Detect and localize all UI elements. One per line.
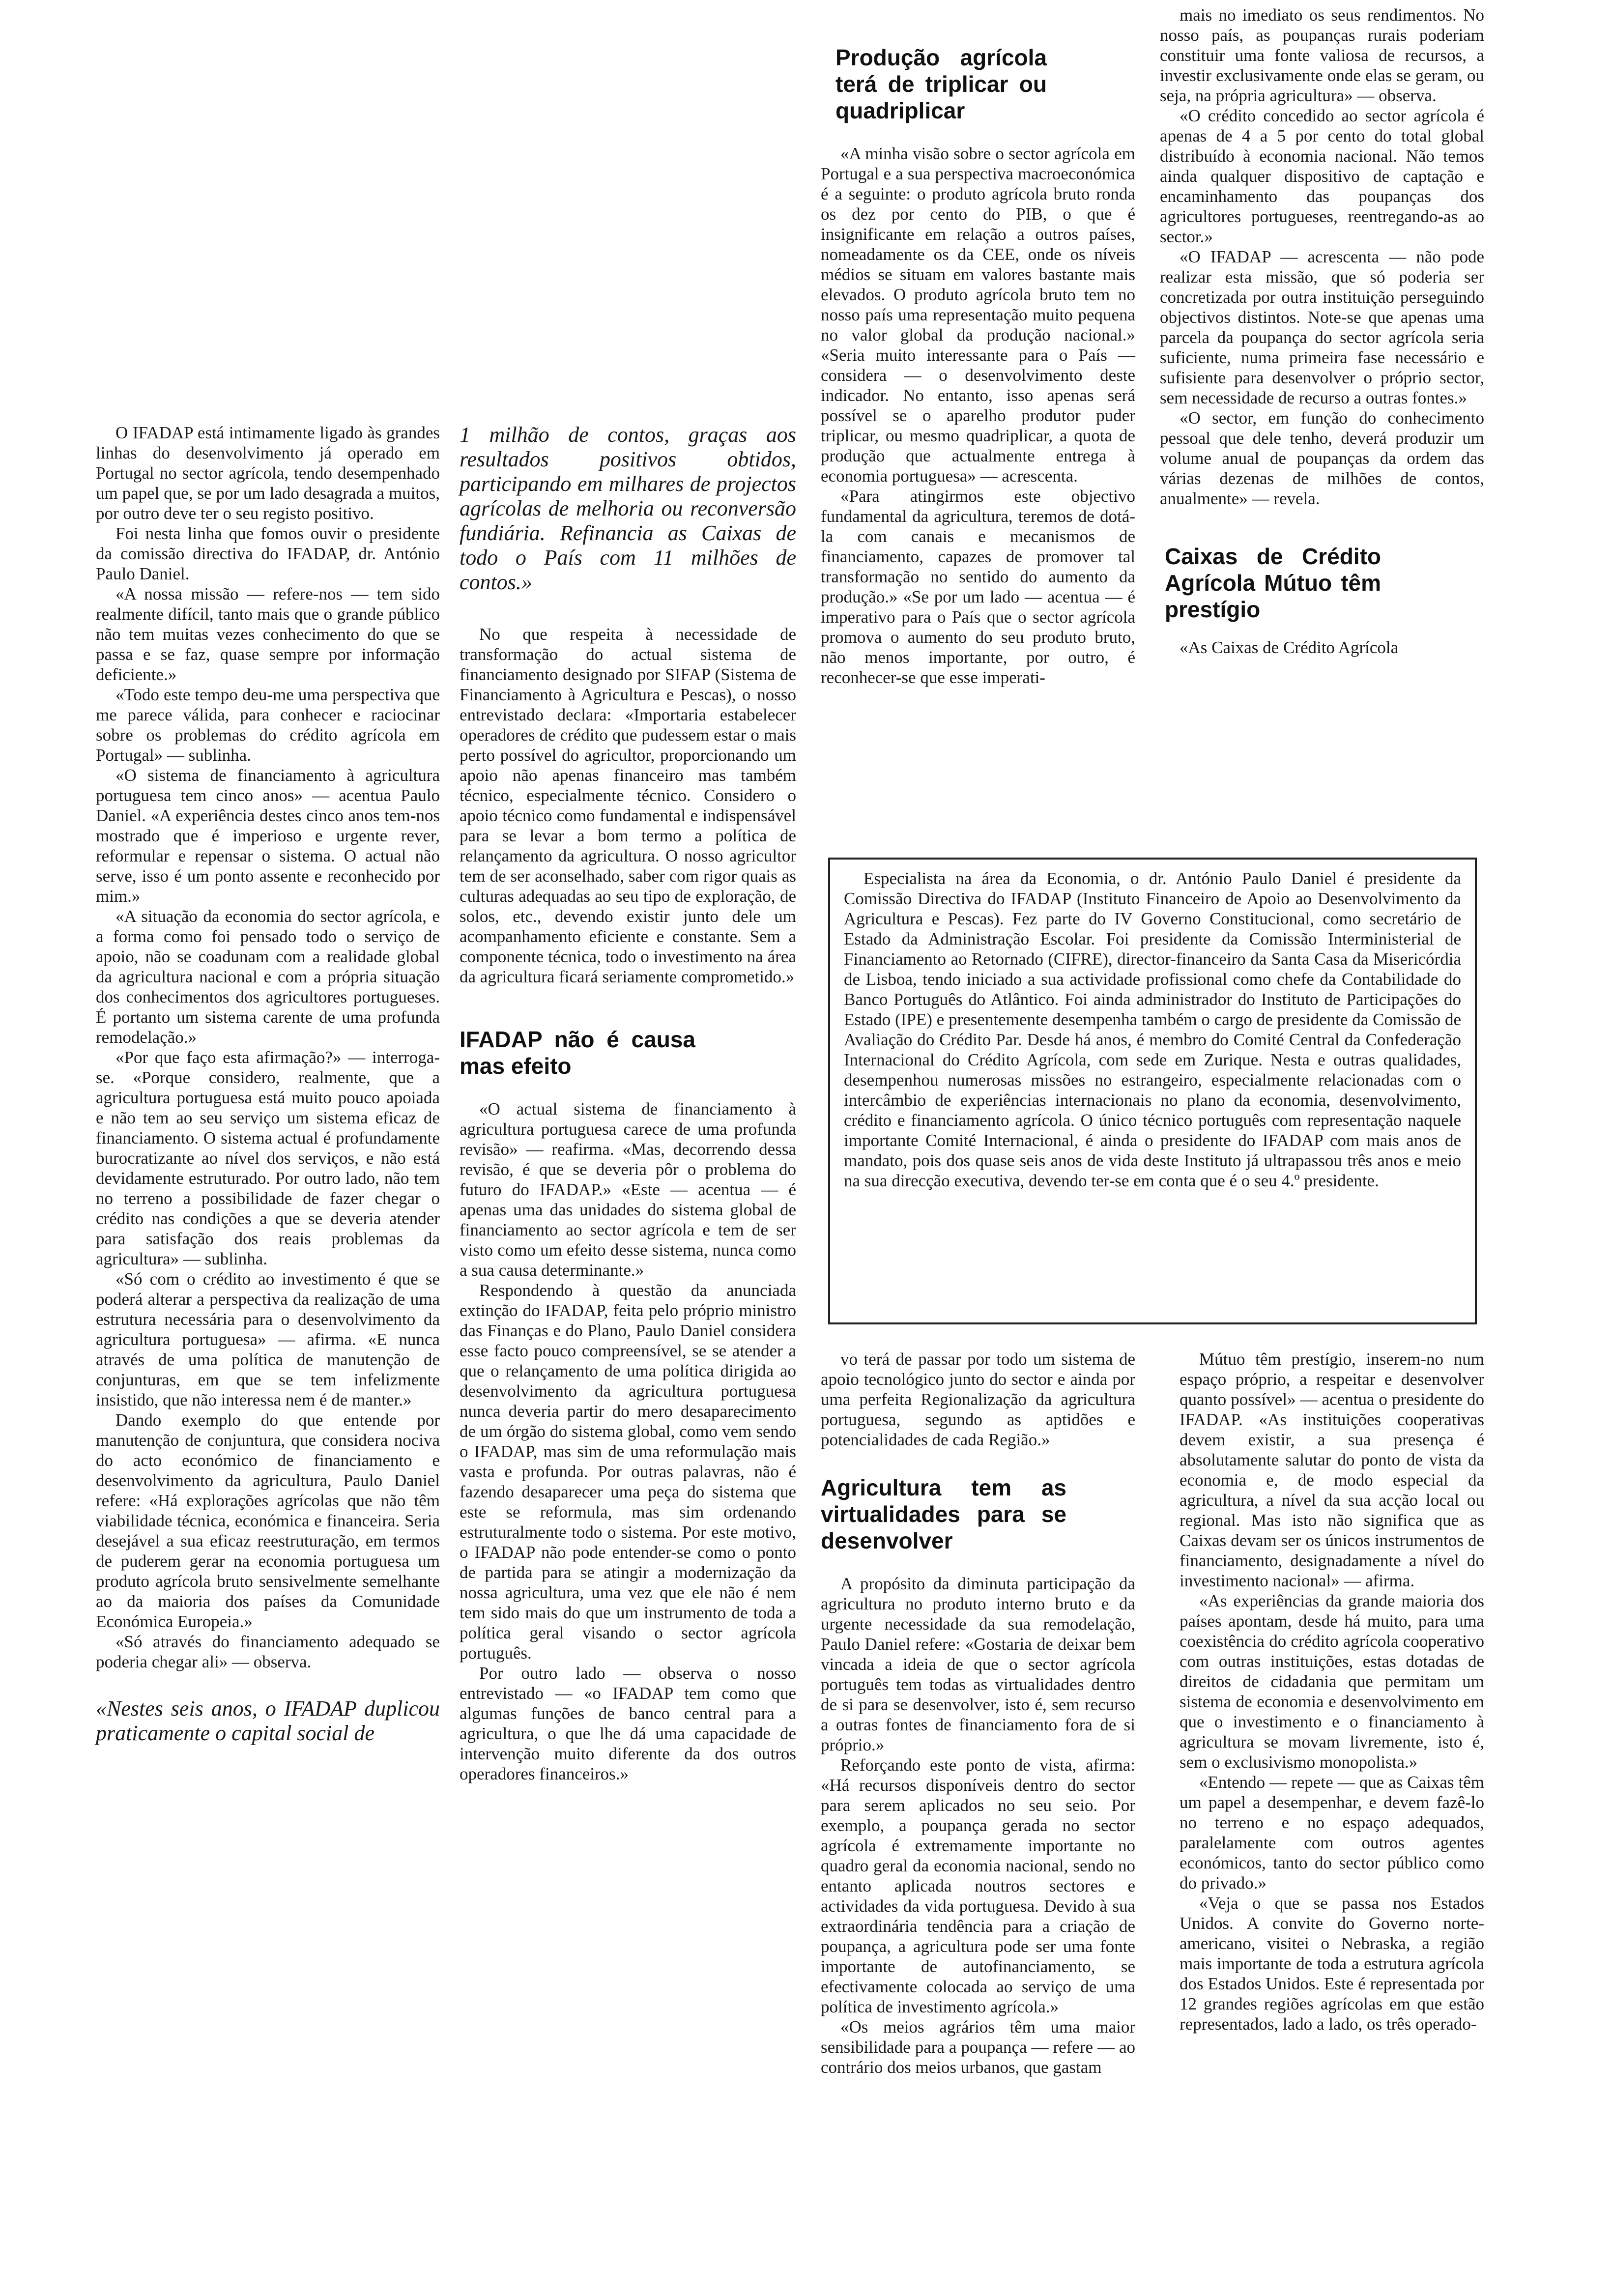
paragraph: Reforçando este ponto de vista, afirma: «Há recursos disponíveis dentro do sector para serem aplicados no seu seio. Por exemplo, a poupança gerada no sector agrícola é extremamente importante no quadro geral da economia nacional, sendo no entanto aplicada noutros sectores e actividades da vida portuguesa. Devido à sua extraordinária tendência para a criação de poupança, a agricultura pode ser uma fonte importante de autofinanciamento, se efectivamente colocada ao serviço de uma política de investimento agrícola.» [821, 1755, 1135, 2016]
paragraph: «O sistema de financiamento à agricultura portuguesa tem cinco anos» — acentua Paulo Daniel. «A experiência destes cinco anos tem-nos mostrado que é imperioso e urgente rever, reformular e repensar o sistema. O actual não serve, isso é um ponto assente e reconhecido por mim.» [96, 766, 440, 906]
col4-body-a [1160, 5, 1484, 509]
paragraph: «O crédito concedido ao sector agrícola é apenas de 4 a 5 por cento do total global distribuído à economia nacional. Não temos ainda qualquer dispositivo de captação e encaminhamento das poupanças dos agricultores portugueses, reentregando-as ao sector.» [1160, 106, 1484, 246]
paragraph: Respondendo à questão da anunciada extinção do IFADAP, feita pelo próprio ministro das Finanças e do Plano, Paulo Daniel considera esse facto pouco compreensível, se se atender a que o relançamento de uma política dirigida ao desenvolvimento da agricultura portuguesa nunca deveria partir do mero desaparecimento de um órgão do sistema global, como vem sendo o IFADAP, mas sim de uma reformulação mais vasta e profunda. Por outras palavras, não é fazendo desaparecer uma peça do sistema que este se reformula, mas sim ordenando estruturalmente todo o sistema. Por este motivo, o IFADAP não pode entender-se como o ponto de partida para se atingir a modernização da nossa agricultura, uma vez que ele não é nem tem sido mais do que um instrumento de toda a política geral visando o sector agrícola português. [460, 1281, 796, 1663]
paragraph: «Para atingirmos este objectivo fundamental da agricultura, teremos de dotá-la com canais e mecanismos de financiamento, capazes de promover tal transformação no sentido do aumento da produção.» «Se por um lado — acentua — é imperativo para o País que o sector agrícola promova o aumento do seu produto bruto, não menos importante, por outro, é reconhecer-se que esse imperati- [821, 487, 1135, 687]
bio-text: Especialista na área da Economia, o dr. António Paulo Daniel é presidente da Comissão Directiva do IFADAP (Instituto Financeiro de Apoio ao Desenvolvimento da Agricultura e Pescas). Fez parte do IV Governo Constitucional, como secretário de Estado da Administração Escolar. Foi presidente da Comissão Interministerial de Financiamento ao Retornado (CIFRE), director-financeiro da Santa Casa da Misericórdia de Lisboa, tendo iniciado a sua actividade profissional como chefe da Contabilidade do Banco Português do Atlântico. Foi ainda administrador do Instituto de Participações do Estado (IPE) e presentemente desempenha também o cargo de presidente da Comissão de Avaliação do Crédito Par. Desde há anos, é membro do Comité Central da Confederação Internacional do Crédito Agrícola, com sede em Zurique. Nesta e outras qualidades, desempenhou numerosas missões no estrangeiro, especialmente relacionadas com o intercâmbio de experiências internacionais no plano da economia, desenvolvimento, crédito e financiamento agrícola. O único técnico português com representação naquele importante Comité Internacional, é ainda o presidente do IFADAP com mais anos de mandato, pois dos quase seis anos de vida deste Instituto já ultrapassou três anos e meio na sua direcção executiva, devendo ter-se em conta que é o seu 4.º presidente. [844, 869, 1461, 1190]
paragraph: «As Caixas de Crédito Agrícola [1180, 638, 1399, 657]
paragraph: «Por que faço esta afirmação?» — interroga-se. «Porque considero, realmente, que a agricultura portuguesa está muito pouco apoiada e não tem ao seu serviço um sistema eficaz de financiamento. O sistema actual é profundamente burocratizante ao nível dos serviços, e não está devidamente estruturado. Por outro lado, não tem no terreno a possibilidade de fazer chegar o crédito nas condições a que se deveria atender para satisfação dos reais problemas da agricultura» — sublinha. [96, 1048, 440, 1268]
col2-body-a [460, 624, 796, 987]
heading-ifadap: IFADAP não é causa mas efeito [460, 1027, 695, 1079]
bio-box [828, 858, 1477, 1324]
heading-agricultura: Agricultura tem as virtualidades para se desenvolver [821, 1475, 1066, 1553]
col3-body-c [821, 1574, 1135, 2077]
paragraph: «As experiências da grande maioria dos países apontam, desde há muito, para uma coexistência do crédito agrícola cooperativo com outras instituições, estas dotadas de direitos de cidadania que permitam um sistema de economia e desenvolvimento em que o investimento e o financiamento à agricultura se movam livremente, isto é, sem o exclusivismo monopolista.» [1180, 1591, 1484, 1772]
paragraph: «Só através do financiamento adequado se poderia chegar ali» — observa. [96, 1632, 440, 1671]
column-4-top [1160, 5, 1484, 658]
col4-body-c [1180, 1349, 1484, 2034]
pull-quote: «Nestes seis anos, o IFADAP duplicou praticamente o capital social de [96, 1696, 440, 1745]
paragraph: «Só com o crédito ao investimento é que se poderá alterar a perspectiva da realização de uma estrutura necessária para o desenvolvimento da agricultura portuguesa» — afirma. «E nunca através de uma política de manutenção de conjunturas, em que se tem infelizmente insistido, que não interessa nem é de manter.» [96, 1269, 440, 1409]
paragraph: «Veja o que se passa nos Estados Unidos. A convite do Governo norte-americano, visitei o Nebraska, a região mais importante de toda a estrutura agrícola dos Estados Unidos. Este é representada por 12 grandes regiões agrícolas em que estão representados, lado a lado, os três operado- [1180, 1894, 1484, 2034]
paragraph: No que respeita à necessidade de transformação do actual sistema de financiamento designado por SIFAP (Sistema de Financiamento à Agricultura e Pescas), o nosso entrevistado declara: «Importaria estabelecer operadores de crédito que pudessem estar o mais perto possível do agricultor, proporcionando um apoio não apenas financeiro mas também técnico, especialmente técnico. Considero o apoio técnico como fundamental e indispensável para se levar a bom termo a política de relançamento da agricultura. O nosso agricultor tem de ser aconselhado, saber com rigor quais as culturas adequadas ao seu tipo de exploração, de solos, etc., devendo existir junto dele um acompanhamento eficiente e constante. Sem a componente técnica, todo o investimento na área da agricultura ficará seriamente comprometido.» [460, 625, 796, 986]
col3-body-a [821, 144, 1135, 688]
paragraph: A propósito da diminuta participação da agricultura no produto interno bruto e da urgente necessidade da sua remodelação, Paulo Daniel refere: «Gostaria de deixar bem vincada a ideia de que o sector agrícola português tem todas as virtualidades dentro de si para se desenvolver, isto é, sem recurso a outras fontes de financiamento fora de si próprio.» [821, 1574, 1135, 1754]
paragraph: mais no imediato os seus rendimentos. No nosso país, as poupanças rurais poderiam constituir uma fonte valiosa de recursos, a investir exclusivamente onde elas se geram, ou seja, na própria agricultura» — observa. [1160, 5, 1484, 105]
paragraph: «A minha visão sobre o sector agrícola em Portugal e a sua perspectiva macroeconómica é a seguinte: o produto agrícola bruto ronda os dez por cento do PIB, o que é insignificante em relação a outros países, nomeadamente os da CEE, onde os níveis médios se situam em valores bastante mais elevados. O produto agrícola bruto tem no nosso país uma representação muito pequena no valor global da produção nacional.» «Seria muito interessante para o País — considera — o desenvolvimento deste indicador. No entanto, isso apenas será possível se o aparelho produtor puder triplicar, ou mesmo quadriplicar, a quota de produção que actualmente entrega à economia portuguesa» — acrescenta. [821, 144, 1135, 486]
paragraph: «A situação da economia do sector agrícola, e a forma como foi pensado todo o serviço de apoio, não se coadunam com a realidade global da agricultura nacional e com a própria situação dos conhecimentos dos agricultores portugueses. É portanto um sistema carente de uma profunda remodelação.» [96, 907, 440, 1047]
column-1 [96, 423, 440, 1746]
paragraph: Por outro lado — observa o nosso entrevistado — «o IFADAP tem como que algumas funções de banco central para a agricultura, o que lhe dá uma capacidade de intervenção muito diferente da dos outros operadores financeiros.» [460, 1664, 796, 1783]
col4-body-b [1160, 637, 1484, 658]
paragraph: «Entendo — repete — que as Caixas têm um papel a desempenhar, e devem fazê-lo no terreno e no espaço adequados, paralelamente com outros agentes económicos, tanto do sector público como do privado.» [1180, 1773, 1484, 1893]
paragraph: «O actual sistema de financiamento à agricultura portuguesa carece de uma profunda revisão» — reafirma. «Mas, decorrendo dessa revisão, é que se deveria pôr o problema do futuro do IFADAP.» «Este — acentua — é apenas uma das unidades do sistema global de financiamento ao sector agrícola e tem de ser visto como um efeito desse sistema, nunca como a sua causa determinante.» [460, 1099, 796, 1280]
paragraph: Dando exemplo do que entende por manutenção de conjuntura, que considera nociva do acto económico de financiamento e desenvolvimento da agricultura, Paulo Daniel refere: «Há explorações agrícolas que não têm viabilidade técnica, económica e financeira. Seria desejável a sua eficaz reestruturação, em termos de puderem gerar na economia portuguesa um produto agrícola bruto sensivelmente semelhante ao da maioria dos países da Comunidade Económica Europeia.» [96, 1410, 440, 1631]
paragraph: O IFADAP está intimamente ligado às grandes linhas do desenvolvimento já operado em Portugal no sector agrícola, tendo desempenhado um papel que, se por um lado desagrada a muitos, por outro deve ter o seu registo positivo. [96, 423, 440, 523]
column-4-bottom [1180, 1349, 1484, 2034]
col1-body [96, 423, 440, 1672]
column-3-bottom [821, 1349, 1135, 2077]
column-3-top [821, 44, 1135, 688]
paragraph: Foi nesta linha que fomos ouvir o presidente da comissão directiva do IFADAP, dr. António Paulo Daniel. [96, 524, 440, 583]
paragraph: Mútuo têm prestígio, inserem-no num espaço próprio, a respeitar e desenvolver quanto possível» — acentua o presidente do IFADAP. «As instituições cooperativas devem existir, a sua presença é absolutamente salutar do ponto de vista da economia e, de modo especial da agricultura, a nível da sua acção local ou regional. Mas isto não significa que as Caixas devam ser os únicos instrumentos de financiamento, designadamente a nível do investimento nacional» — afirma. [1180, 1349, 1484, 1590]
heading-caixas: Caixas de Crédito Agrícola Mútuo têm prestígio [1165, 544, 1381, 622]
paragraph: «O IFADAP — acrescenta — não pode realizar esta missão, que só poderia ser concretizada por outra instituição perseguindo objectivos distintos. Note-se que apenas uma parcela da poupança do sector agrícola seria suficiente, numa primeira fase necessário e sufisiente para desenvolver o próprio sector, sem necessidade de recurso a outras fontes.» [1160, 247, 1484, 407]
paragraph: «O sector, em função do conhecimento pessoal que dele tenho, deverá produzir um volume anual de poupanças da ordem das várias dezenas de milhões de contos, anualmente» — revela. [1160, 408, 1484, 508]
paragraph: «Todo este tempo deu-me uma perspectiva que me parece válida, para conhecer e raciocinar sobre os problemas do crédito agrícola em Portugal» — sublinha. [96, 685, 440, 765]
col2-body-b [460, 1099, 796, 1784]
paragraph: vo terá de passar por todo um sistema de apoio tecnológico junto do sector e ainda por uma perfeita Regionalização da agricultura portuguesa, segundo as aptidões e potencialidades de cada Região.» [821, 1349, 1135, 1449]
pull-quote-continued: 1 milhão de contos, graças aos resultados positivos obtidos, participando em milhares de projectos agrícolas de melhoria ou reconversão fundiária. Refinancia as Caixas de todo o País com 11 milhões de contos.» [460, 423, 796, 594]
main-headline: Produção agrícola terá de triplicar ou quadriplicar [835, 45, 1047, 123]
paragraph: «A nossa missão — refere-nos — tem sido realmente difícil, tanto mais que o grande público não tem muitas vezes conhecimento do que se passa e se faz, quase sempre por informação deficiente.» [96, 584, 440, 684]
col3-body-b [821, 1349, 1135, 1450]
column-2 [460, 423, 796, 1784]
paragraph: «Os meios agrários têm uma maior sensibilidade para a poupança — refere — ao contrário dos meios urbanos, que gastam [821, 2017, 1135, 2077]
